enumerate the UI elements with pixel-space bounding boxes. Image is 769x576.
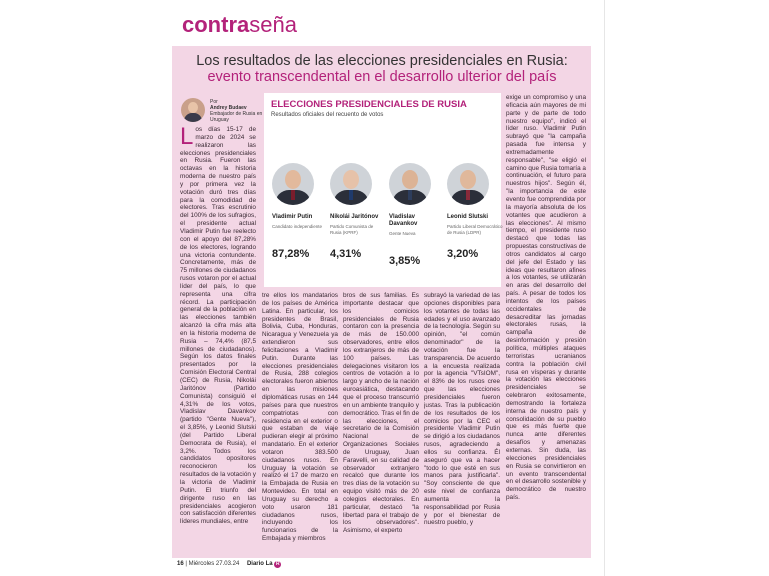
candidate-name: Nikolái Jaritónov xyxy=(330,214,379,220)
candidate-percent: 3,20% xyxy=(447,248,479,260)
candidate-party: Candidato independiente xyxy=(272,224,323,229)
card-subtitle: Resultados oficiales del recuento de votos xyxy=(271,112,384,118)
article-column-5 xyxy=(506,94,586,552)
page-footer: 16 | Miércoles 27.03.24 Diario La R xyxy=(177,561,280,567)
candidate-name: Vladimir Putin xyxy=(272,214,313,220)
column-5-text: exige un compromiso y una eficacia aún mayores de mi parte y de parte de todo nuestro equipo", indicó el líder ruso. Vladimir Putin subrayó que "la campaña pasada fue intensa y extremadamente responsable", "se eligió el camino que Rusia tomaría a continuación, el futuro para nuestros hijos". Según él, "la importancia de este evento fue comprendida por la mayoría absoluta de los votantes que acudieron a las elecciones". Al mismo tiempo, el presidente ruso destacó que todas las propuestas constructivas de otros candidatos al cargo del jefe del Estado y las ideas que resultaron afines a los votantes, se utilizarán en aras del desarrollo del país. A pesar de todos los intentos de los países occidentales de desacreditar las jornadas electorales rusas, la campaña de desinformación y presión política, múltiples ataques terroristas ucranianos contra la población civil rusa en vísperas y durante la votación las elecciones presidenciales se celebraron exitosamente, demostrando la fortaleza interna de nuestro país y consolidación de su pueblo que es más fuerte que nunca ante diferentes desafíos y amenazas externas. Sin duda, las elecciones presidenciales en Rusia se convirtieron en un evento transcendental en el desarrollo sostenible y democrático de nuestro país. xyxy=(506,94,586,502)
article-column-1 xyxy=(180,126,256,552)
avatar xyxy=(181,98,205,122)
column-2-text: tre ellos los mandatarios de los países de América Latina. En particular, los presidentes de Brasil, Bolivia, Cuba, Honduras, Nicaragua y Venezuela ya extendieron sus felicitaciones a Vladimir Putin. Durante las elecciones presidenciales de Rusia, 288 colegios electorales fueron abiertos en las misiones diplomáticas rusas en 144 países para que nuestros compatriotas con residencia en el exterior o que estaban de viaje pudieran elegir al próximo mandatario. En el exterior votaron 383.500 ciudadanos rusos. En Uruguay la votación se realizó el 17 de marzo en la Embajada de Rusia en Montevideo. En total en Uruguay su derecho a voto usaron 181 ciudadanos rusos, incluyendo los funcionarios de la Embajada y miembros xyxy=(262,292,338,543)
candidate-card xyxy=(330,163,386,260)
candidate-card xyxy=(447,163,503,260)
candidate-card xyxy=(389,163,445,267)
candidate-party: Gente Nueva xyxy=(389,231,416,236)
candidate-photo xyxy=(272,163,314,205)
author-name: Andrey Budaev xyxy=(210,105,247,111)
candidate-photo xyxy=(447,163,489,205)
candidate-photo xyxy=(330,163,372,205)
column-3-text: bros de sus familias. Es importante destacar que los comicios presidenciales de Rusia contaron con la presencia de más de 150.000 observadores, entre ellos los extranjeros de más de 100 países. Las delegaciones visitaron los centros de votación a lo largo y ancho de la nación euroasiática, destacando que el proceso transcurrió en un ambiente tranquilo y democrático. Tras el fin de las elecciones, el secretario de la Comisión Nacional de Organizaciones Sociales de Uruguay, Juan Faravelli, en su calidad de observador extranjero recalcó que durante los tres días de la votación su equipo visitó más de 20 colegios electorales. En particular, destacó "la libertad para el trabajo de los observadores". Asimismo, el experto xyxy=(343,292,419,535)
candidate-percent: 87,28% xyxy=(272,248,310,260)
candidate-card xyxy=(272,163,328,260)
brand-regular: seña xyxy=(249,12,297,37)
newspaper-name: Diario La xyxy=(246,561,273,567)
article-column-3 xyxy=(343,292,419,554)
article-column-4 xyxy=(424,292,500,554)
candidate-photo xyxy=(389,163,431,205)
newspaper-logo xyxy=(247,561,281,568)
headline-line-1: Los resultados de las elecciones presidenciales en Rusia: xyxy=(196,53,568,69)
page-number: 16 xyxy=(177,561,184,567)
election-results-card xyxy=(264,93,501,287)
logo-badge: R xyxy=(276,561,280,567)
candidate-party: Partido Comunista de Rusia (KPRF) xyxy=(330,224,374,235)
candidate-name: Vladislav Davankov xyxy=(389,214,418,227)
author-byline xyxy=(181,98,261,124)
candidate-name: Leonid Slutski xyxy=(447,214,489,220)
candidate-party: Partido Liberal Democrático de Rusia (LDPR) xyxy=(447,224,503,235)
card-title: ELECCIONES PRESIDENCIALES DE RUSIA xyxy=(271,99,467,110)
brand-bold: contra xyxy=(182,12,250,37)
author-text xyxy=(210,99,270,123)
author-prefix: Por xyxy=(210,99,218,105)
column-1-text: os días 15-17 de marzo de 2024 se realizaron las elecciones presidenciales en Rusia. Fueron las octavas en la historia moderna de nuestro país y por primera vez la votación duró tres días para la comodidad de electores. Tras escrutinio del 100% de los sufragios, el presidente actual Vladimir Putin fue reelecto con el apoyo del 87,28% de los electores, logrando una victoria contundente. Concretamente, más de 75 millones de ciudadanos rusos votaron por el actual líder del país, lo que representa una cifra récord. La participación general de la población en las elecciones también alcanzó la cifra más alta en la historia moderna de Rusia – 74,4% (87,5 millones de ciudadanos). Según los datos finales presentados por la Comisión Electoral Central (CEC) de Rusia, Nikolái Jaritónov (Partido Comunista) consiguió el 4,31% de los votos, Vladislav Davankov (partido "Gente Nueva"), el 3,85%, y Leonid Slutski (del Partido Liberal Democrata de Rusia), el 3,2%. Todos los candidatos opositores reconocieron los resultados de la votación y la victoria de Vladimir Putin. El triunfo del dirigente ruso en las presidenciales acogieron con satisfacción diferentes líderes mundiales, entre xyxy=(180,126,256,526)
headline-line-2: evento transcendental en el desarrollo ulterior del país xyxy=(207,69,557,85)
candidate-percent: 4,31% xyxy=(330,248,362,260)
column-4-text: subrayó la variedad de las opciones disponibles para los votantes de todas las edades y el uso avanzado de la tecnología. Según su opinión, "el común denominador" de la votación fue la transparencia. De acuerdo a la encuesta realizada por la agencia "VTsIOM", el 83% de los rusos cree que las elecciones presidenciales fueron justas. Tras la publicación de los resultados de los comicios por la CEC el presidente Vladimir Putin se dirigió a los ciudadanos rusos, agradeciendo a ellos su confianza. Él aseguró que va a hacer "todo lo que esté en sus manos para justificarla". "Soy consciente de que este nivel de confianza aumenta la responsabilidad por Rusia y por el bienestar de nuestro pueblo, y xyxy=(424,292,500,527)
page-edge xyxy=(604,0,605,576)
section-brand xyxy=(182,12,297,38)
author-role: Embajador de Rusia en Uruguay xyxy=(210,111,263,123)
article-column-2 xyxy=(262,292,338,554)
article-headline xyxy=(180,53,584,85)
candidate-percent: 3,85% xyxy=(389,255,421,267)
dropcap: L xyxy=(180,126,194,150)
issue-date: Miércoles 27.03.24 xyxy=(188,561,240,567)
